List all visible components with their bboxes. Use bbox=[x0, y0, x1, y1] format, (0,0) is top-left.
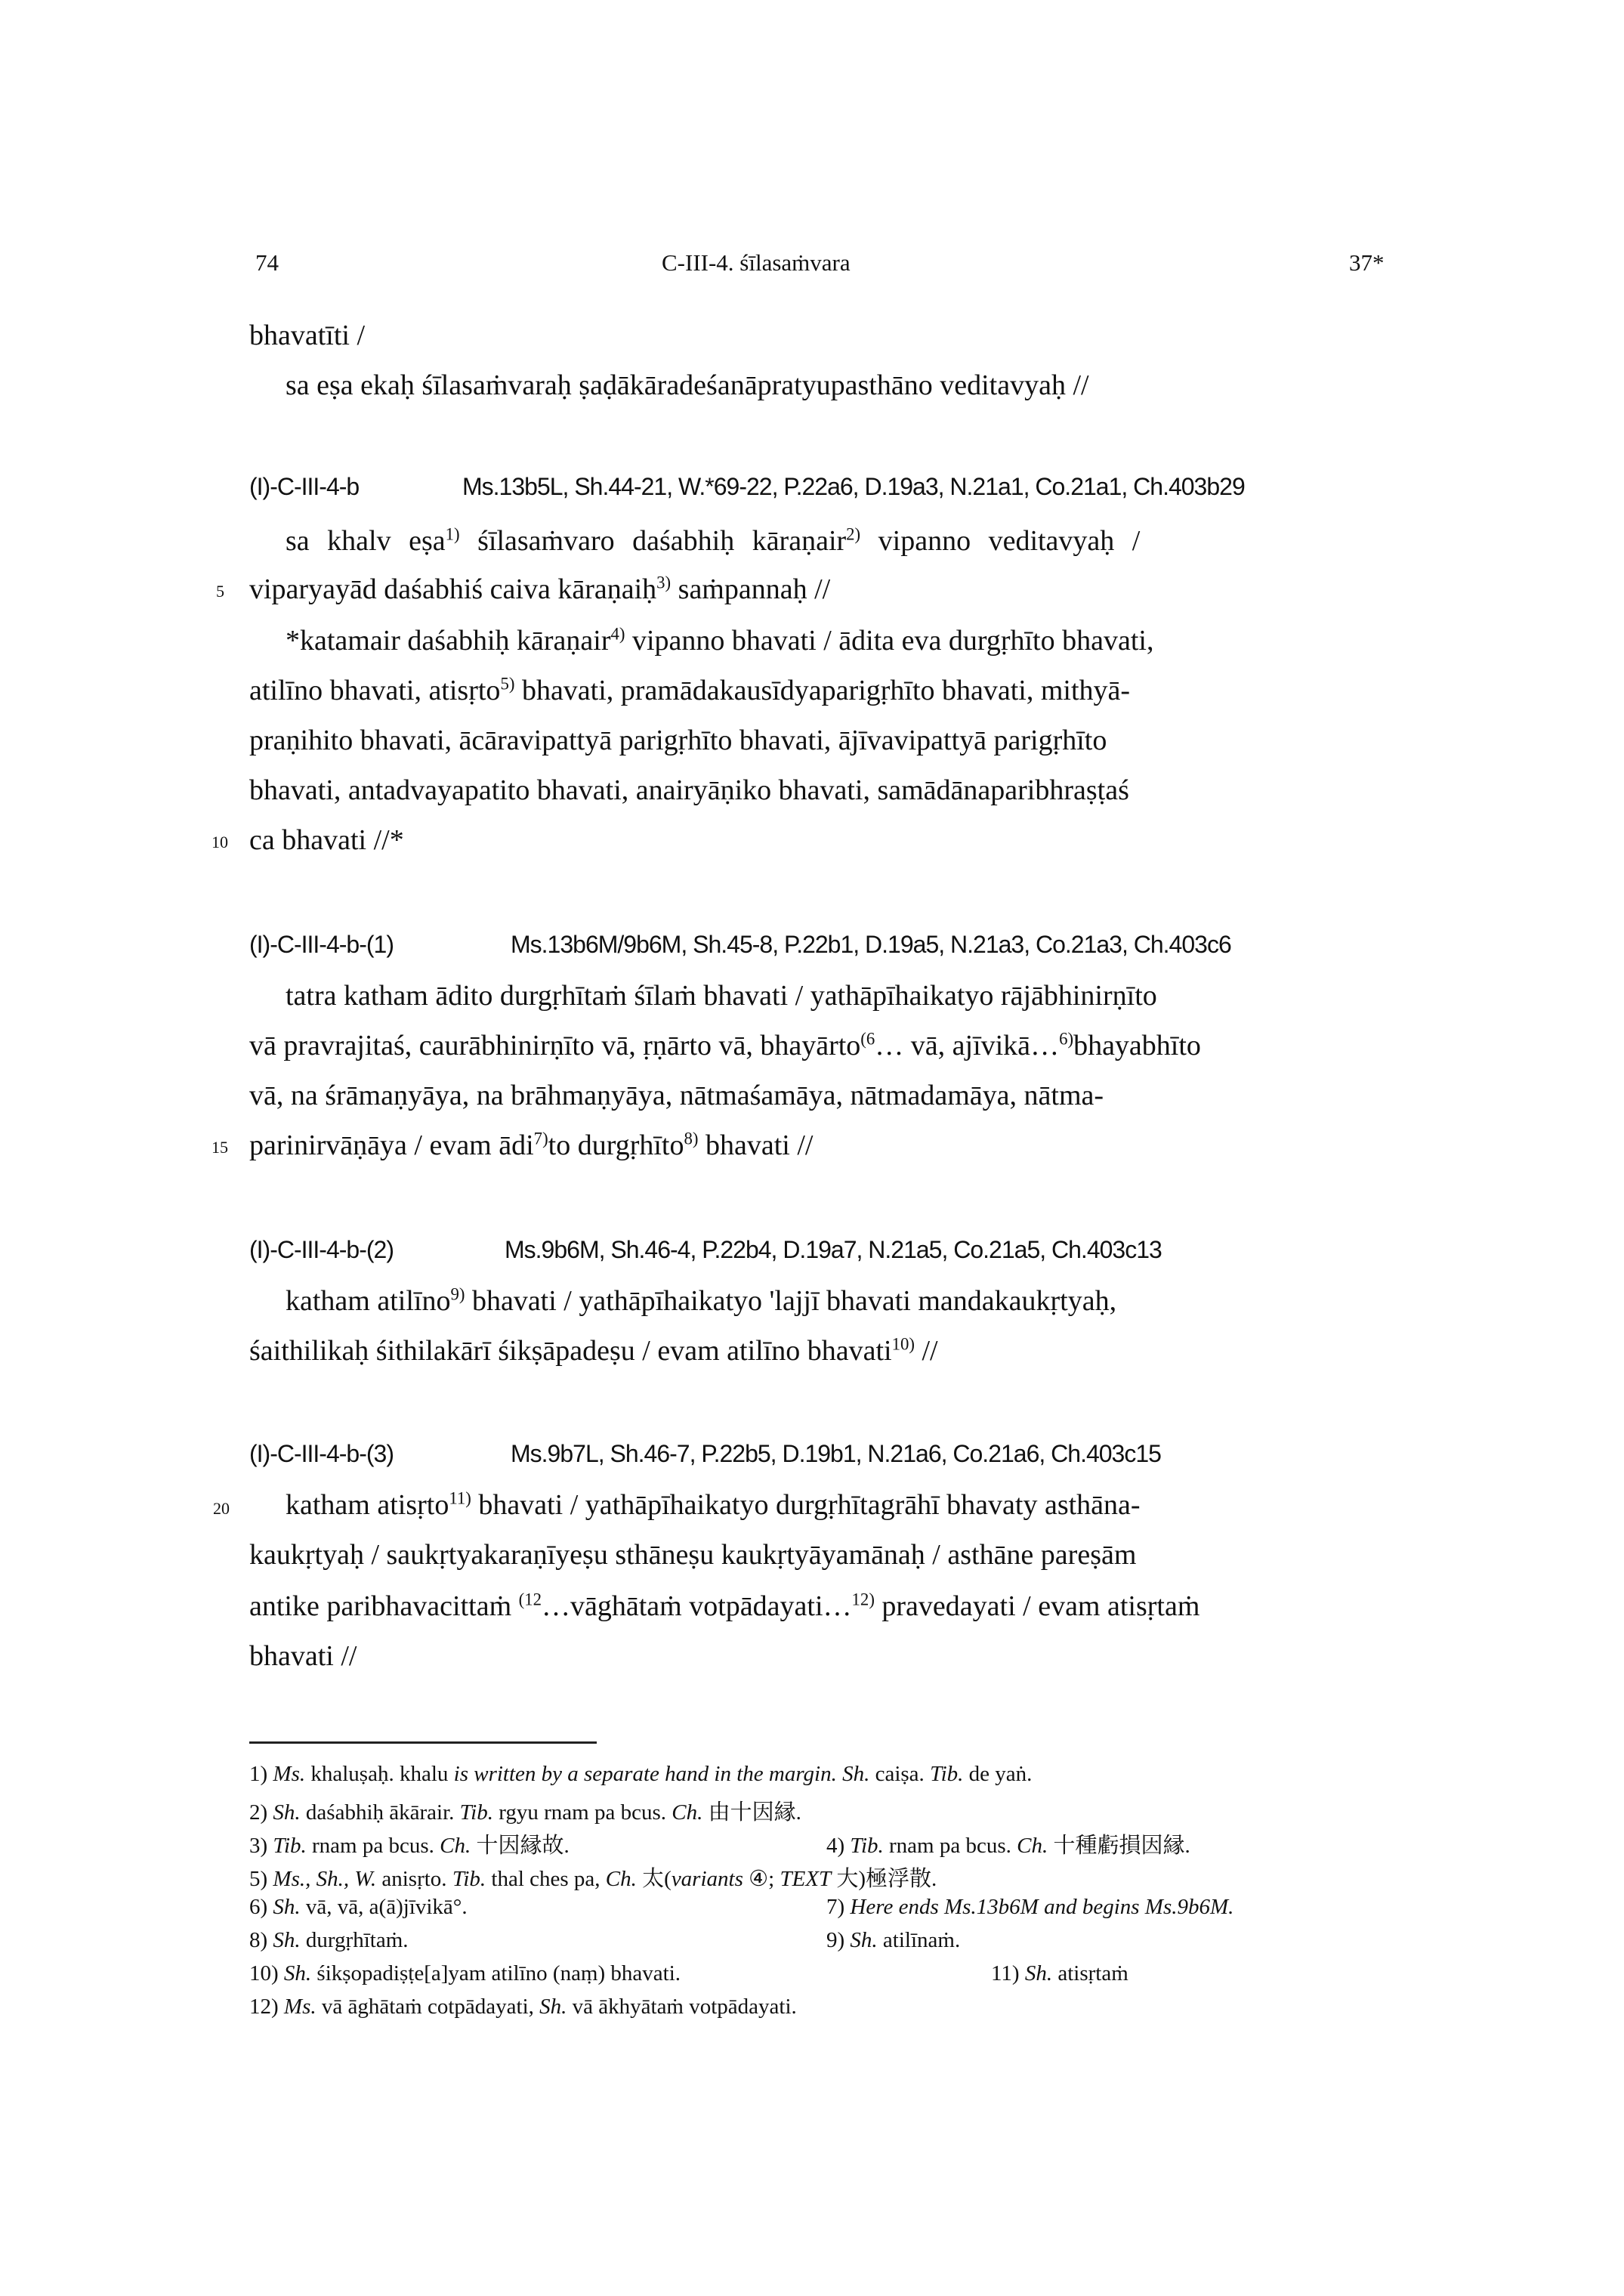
text-line: kaukṛtyaḥ / saukṛtyakaraṇīyeṣu sthāneṣu kaukṛtyāyamānaḥ / asthāne pareṣām bbox=[249, 1539, 1137, 1571]
text-line: vā, na śrāmaṇyāya, na brāhmaṇyāya, nātmaśamāya, nātmadamāya, nātma- bbox=[249, 1080, 1104, 1111]
footnote: 12) Ms. vā āghātaṁ cotpādayati, Sh. vā ākhyātaṁ votpādayati. bbox=[249, 1995, 797, 2019]
text-line: tatra katham ādito durgṛhītaṁ śīlaṁ bhavati / yathāpīhaikatyo rājābhinirṇīto bbox=[286, 980, 1157, 1012]
text-line: bhavatīti / bbox=[249, 320, 366, 351]
manuscript-refs: Ms.13b6M/9b6M, Sh.45-8, P.22b1, D.19a5, N.21a3, Co.21a3, Ch.403c6 bbox=[511, 931, 1231, 958]
line-number: 5 bbox=[216, 582, 224, 601]
footnote: 4) Tib. rnam pa bcus. Ch. 十種虧損因縁. bbox=[826, 1834, 1190, 1858]
page-number: 74 bbox=[255, 249, 279, 276]
text-line: praṇihito bhavati, ācāravipattyā parigṛhīto bhavati, ājīvavipattyā parigṛhīto bbox=[249, 725, 1107, 756]
folio-number: 37* bbox=[1349, 249, 1385, 276]
text-line: parinirvāṇāya / evam ādi$^{7)}$to durgṛhīto$^{8)}$ bhavati // bbox=[249, 1129, 814, 1161]
text-line: sa khalv eṣa$^{1)}$ śīlasaṁvaro daśabhiḥ kāraṇair$^{2)}$ vipanno veditavyaḥ / bbox=[286, 524, 1141, 557]
text-line: katham atilīno$^{9)}$ bhavati / yathāpīhaikatyo 'lajjī bhavati mandakaukṛtyaḥ, bbox=[286, 1284, 1117, 1317]
footnote: 3) Tib. rnam pa bcus. Ch. 十因縁故. bbox=[249, 1834, 570, 1858]
text-line: ca bhavati //* bbox=[249, 824, 404, 856]
text-line: bhavati, antadvayapatito bhavati, anairyāṇiko bhavati, samādānaparibhraṣṭaś bbox=[249, 774, 1129, 806]
text-line: atilīno bhavati, atisṛto$^{5)}$ bhavati, pramādakausīdyaparigṛhīto bhavati, mithyā- bbox=[249, 674, 1131, 706]
text-line: katham atisṛto$^{11)}$ bhavati / yathāpīhaikatyo durgṛhītagrāhī bhavaty asthāna- bbox=[286, 1488, 1141, 1521]
manuscript-refs: Ms.9b7L, Sh.46-7, P.22b5, D.19b1, N.21a6, Co.21a6, Ch.403c15 bbox=[511, 1440, 1161, 1467]
footnote: 2) Sh. daśabhiḥ ākārair. Tib. rgyu rnam pa bcus. Ch. 由十因縁. bbox=[249, 1800, 801, 1825]
footnote: 6) Sh. vā, vā, a(ā)jīvikā°. bbox=[249, 1895, 468, 1919]
line-number: 10 bbox=[211, 833, 228, 851]
text-line: vā pravrajitaś, caurābhinirṇīto vā, ṛṇārto vā, bhayārto$^{(6}$… vā, ajīvikā…$^{6)}$bhayabhīto bbox=[249, 1029, 1201, 1061]
footnote: 5) Ms., Sh., W. anisṛto. Tib. thal ches pa, Ch. 太(variants ④; TEXT 大)極浮散. bbox=[249, 1867, 937, 1891]
text-line: viparyayād daśabhiś caiva kāraṇaiḥ$^{3)}$ saṁpannaḥ // bbox=[249, 573, 831, 605]
footnote: 1) Ms. khaluṣaḥ. khalu is written by a separate hand in the margin. Sh. caiṣa. Tib. de yaṅ. bbox=[249, 1762, 1033, 1786]
line-number: 20 bbox=[213, 1499, 230, 1518]
section-ref: (I)-C-III-4-b-(1) bbox=[249, 931, 394, 958]
line-number: 15 bbox=[211, 1138, 228, 1157]
text-line: antike paribhavacittaṁ $^{(12}$…vāghātaṁ votpādayati…$^{12)}$ pravedayati / evam atisṛtaṁ bbox=[249, 1590, 1200, 1622]
text-line: *katamair daśabhiḥ kāraṇair$^{4)}$ vipanno bhavati / ādita eva durgṛhīto bhavati, bbox=[286, 624, 1154, 657]
footnote: 8) Sh. durgṛhītaṁ. bbox=[249, 1928, 409, 1952]
section-ref: (I)-C-III-4-b bbox=[249, 473, 360, 500]
running-title: C-III-4. śīlasaṁvara bbox=[662, 249, 851, 276]
section-ref: (I)-C-III-4-b-(3) bbox=[249, 1440, 394, 1467]
footnote: 10) Sh. śikṣopadiṣṭe[a]yam atilīno (naṃ) bhavati. bbox=[249, 1961, 681, 1985]
footnote: 9) Sh. atilīnaṁ. bbox=[826, 1928, 961, 1952]
section-ref: (I)-C-III-4-b-(2) bbox=[249, 1236, 394, 1263]
footnote: 11) Sh. atisṛtaṁ bbox=[991, 1961, 1128, 1985]
footnote-rule bbox=[249, 1741, 597, 1744]
text-line: bhavati // bbox=[249, 1640, 357, 1672]
text-line: śaithilikaḥ śithilakārī śikṣāpadeṣu / evam atilīno bhavati$^{10)}$ // bbox=[249, 1334, 938, 1367]
manuscript-refs: Ms.13b5L, Sh.44-21, W.*69-22, P.22a6, D.19a3, N.21a1, Co.21a1, Ch.403b29 bbox=[462, 473, 1245, 500]
footnote: 7) Here ends Ms.13b6M and begins Ms.9b6M. bbox=[826, 1895, 1234, 1919]
manuscript-refs: Ms.9b6M, Sh.46-4, P.22b4, D.19a7, N.21a5, Co.21a5, Ch.403c13 bbox=[505, 1236, 1162, 1263]
text-line: sa eṣa ekaḥ śīlasaṁvaraḥ ṣaḍākāradeśanāpratyupasthāno veditavyaḥ // bbox=[286, 369, 1089, 401]
